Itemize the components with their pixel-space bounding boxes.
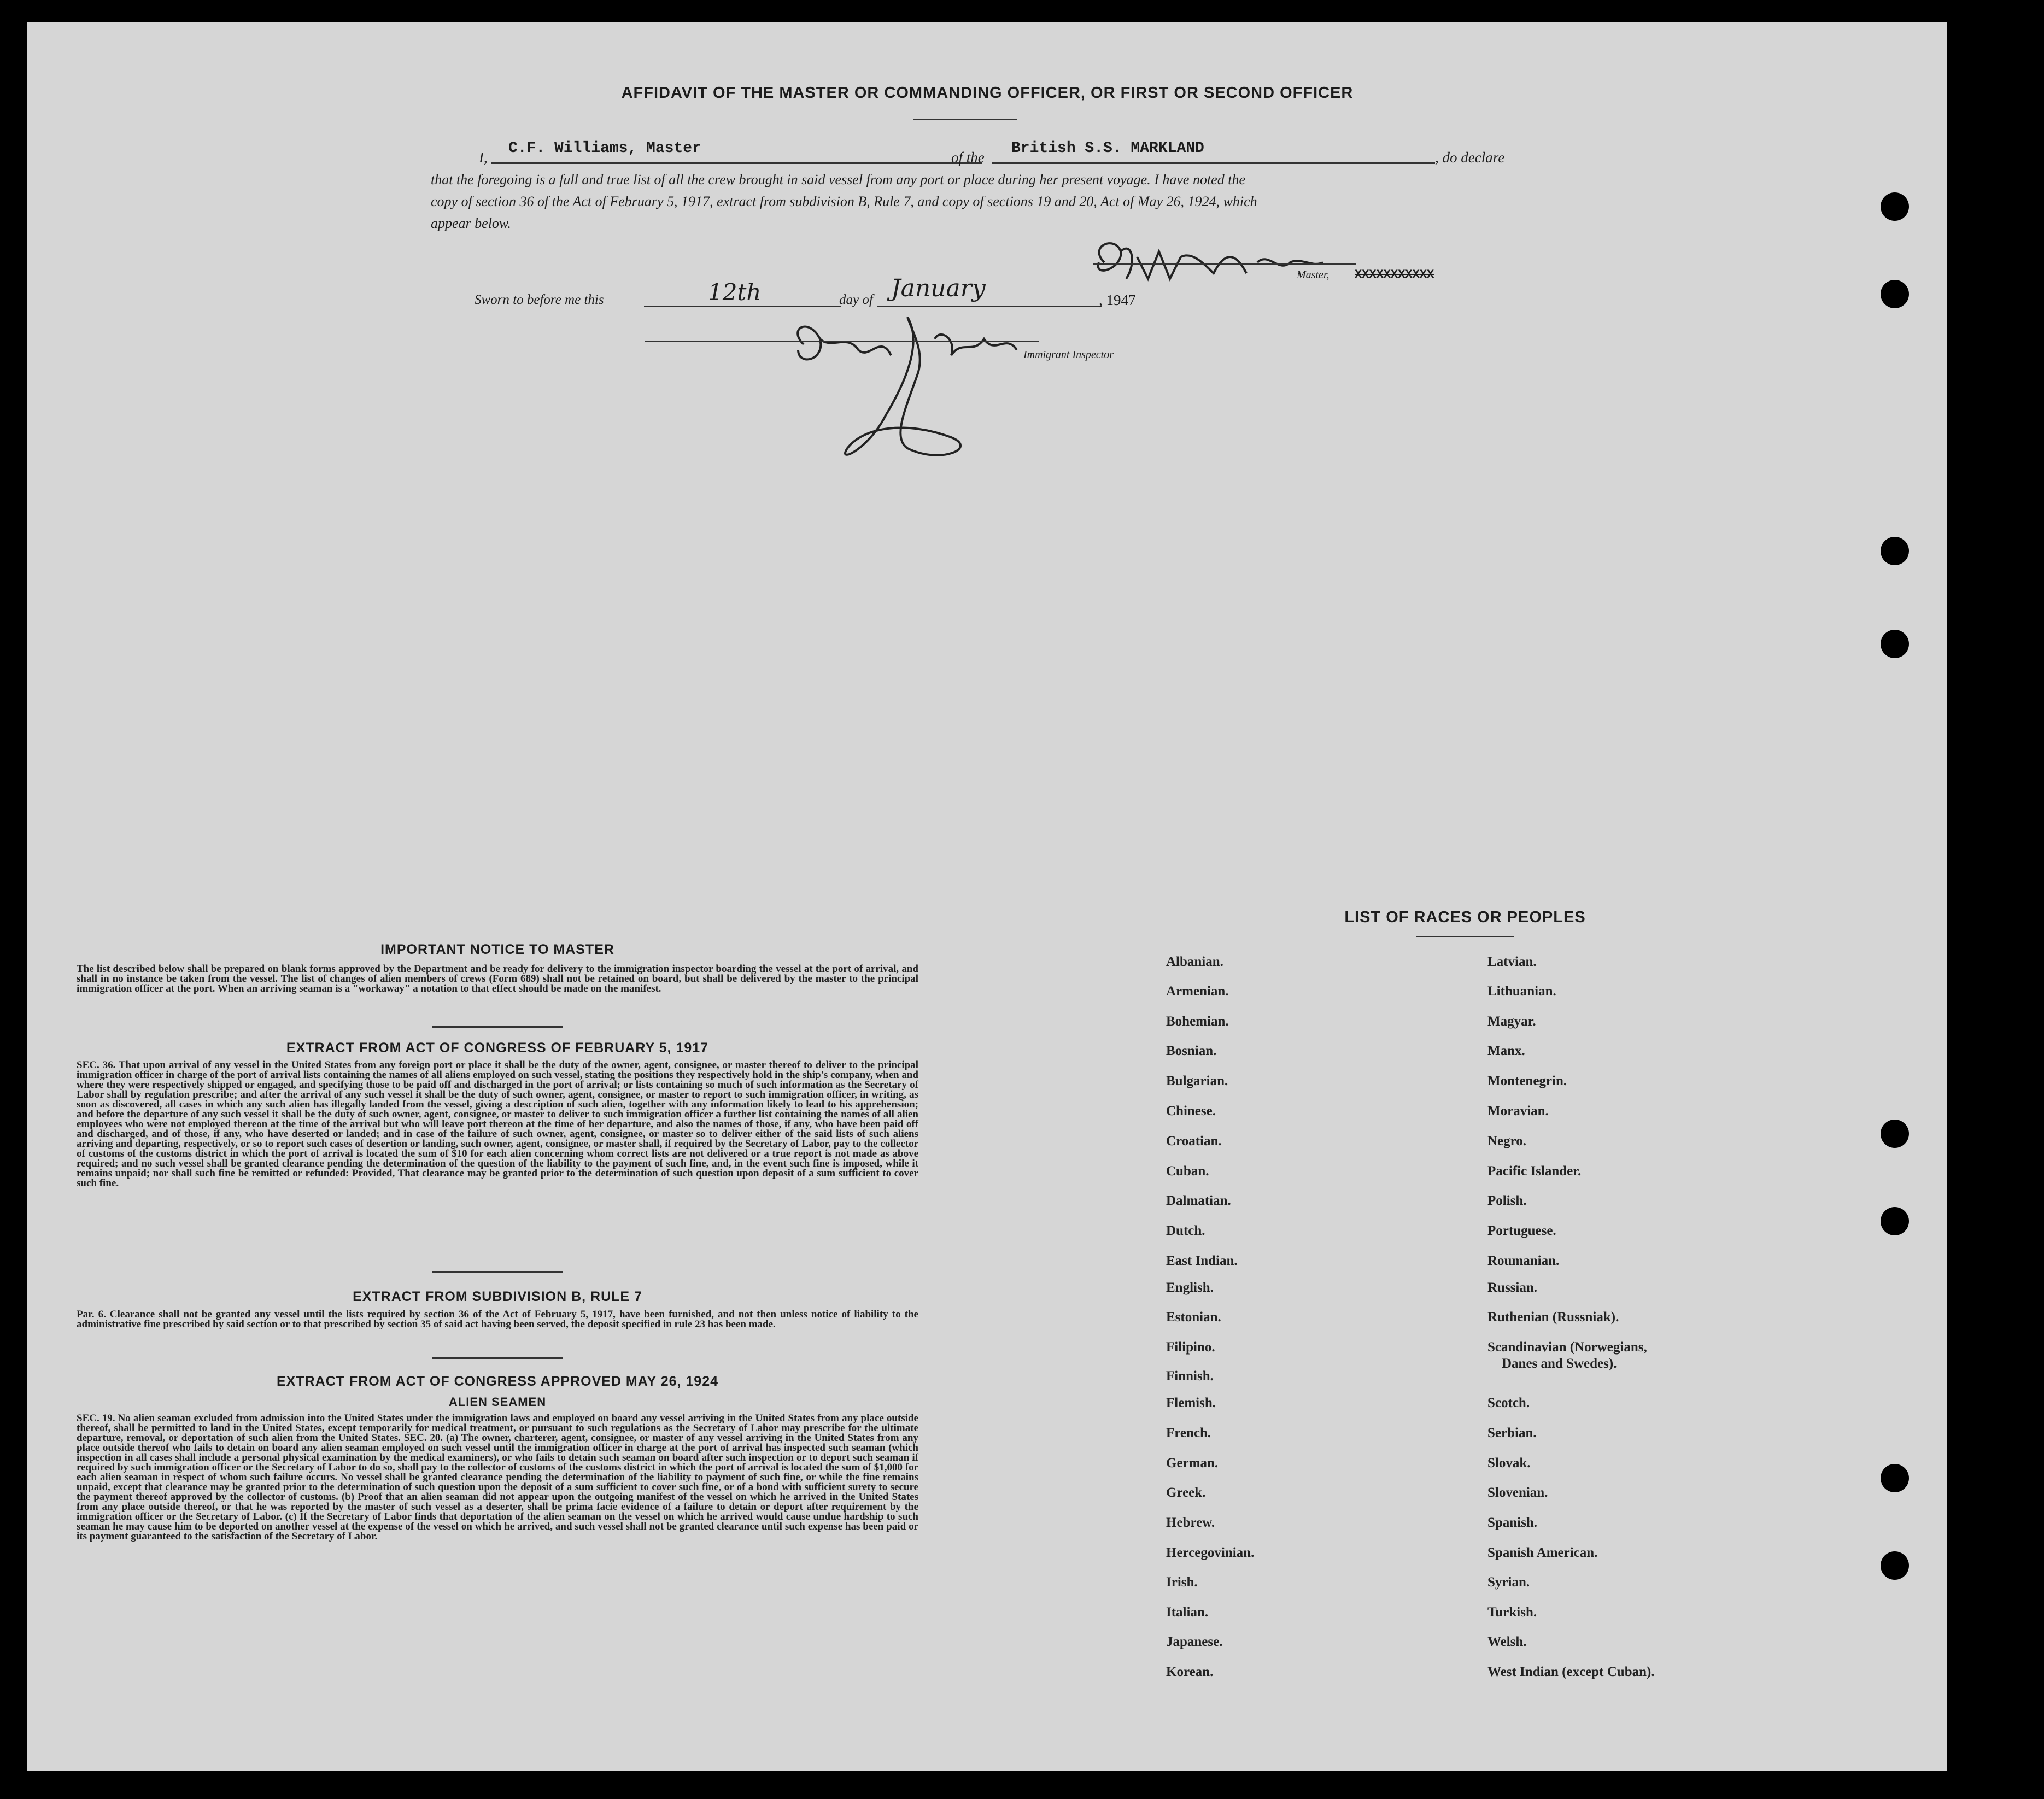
race-left-item: English. bbox=[1166, 1280, 1214, 1295]
inspector-caption: Immigrant Inspector bbox=[1023, 349, 1114, 361]
vessel-line bbox=[992, 162, 1435, 164]
sworn-label: Sworn to before me this bbox=[475, 292, 604, 307]
race-left-item: East Indian. bbox=[1166, 1253, 1238, 1268]
act-1924-heading: EXTRACT FROM ACT OF CONGRESS APPROVED MAY 26, 1924 bbox=[276, 1374, 719, 1389]
notice-heading: IMPORTANT NOTICE TO MASTER bbox=[380, 942, 614, 957]
act-1917-heading: EXTRACT FROM ACT OF CONGRESS OF FEBRUARY 5, 1917 bbox=[286, 1040, 709, 1056]
declaration-line-3: appear below. bbox=[431, 215, 511, 231]
binding-hole bbox=[1881, 1551, 1909, 1580]
race-right-item: Syrian. bbox=[1487, 1575, 1530, 1590]
race-right-item: Latvian. bbox=[1487, 954, 1537, 969]
race-right-item: West Indian (except Cuban). bbox=[1487, 1665, 1655, 1679]
race-right-item: Welsh. bbox=[1487, 1634, 1527, 1649]
race-left-item: German. bbox=[1166, 1456, 1219, 1470]
of-the-label: of the bbox=[951, 149, 985, 166]
day-of-label: day of bbox=[839, 292, 873, 307]
binding-hole bbox=[1881, 1120, 1909, 1148]
race-left-item: Dutch. bbox=[1166, 1223, 1205, 1238]
vessel-field: British S.S. MARKLAND bbox=[1011, 140, 1204, 157]
inspector-signature bbox=[776, 306, 1039, 481]
race-right-item: Pacific Islander. bbox=[1487, 1164, 1582, 1179]
race-left-item: Korean. bbox=[1166, 1665, 1214, 1679]
race-left-item: Hebrew. bbox=[1166, 1515, 1215, 1530]
race-left-item: Albanian. bbox=[1166, 954, 1223, 969]
race-left-item: Greek. bbox=[1166, 1485, 1206, 1500]
binding-hole bbox=[1881, 537, 1909, 565]
race-right-item: Slovak. bbox=[1487, 1456, 1531, 1470]
race-left-item: Dalmatian. bbox=[1166, 1193, 1231, 1208]
divider bbox=[1416, 936, 1514, 937]
race-right-item: Serbian. bbox=[1487, 1426, 1537, 1440]
rule-7-text: Par. 6. Clearance shall not be granted any vessel until the lists required by section 36 of the Act of February 5, 1917, have been furnished, and not then unless notice of liability to the administrative fine prescribed by said section or to that prescribed by section 35 of said act having been served, the deposit specified in rule 23 has been made. bbox=[77, 1309, 918, 1330]
race-left-item: Filipino. bbox=[1166, 1340, 1215, 1355]
race-right-item: Montenegrin. bbox=[1487, 1074, 1567, 1088]
race-right-item: Manx. bbox=[1487, 1044, 1525, 1058]
do-declare-label: , do declare bbox=[1435, 149, 1505, 166]
race-left-item: Bohemian. bbox=[1166, 1014, 1229, 1029]
race-right-item: Turkish. bbox=[1487, 1605, 1537, 1620]
master-name-field: C.F. Williams, Master bbox=[508, 140, 701, 157]
race-left-item: Irish. bbox=[1166, 1575, 1198, 1590]
race-left-item: Bosnian. bbox=[1166, 1044, 1217, 1058]
race-left-item: Flemish. bbox=[1166, 1396, 1216, 1410]
race-right-item: Portuguese. bbox=[1487, 1223, 1556, 1238]
declaration-line-1: that the foregoing is a full and true list of all the crew brought in said vessel from any port or place during her present voyage. I have noted the bbox=[431, 172, 1245, 187]
race-right-item: Negro. bbox=[1487, 1134, 1527, 1148]
race-right-item: Spanish American. bbox=[1487, 1545, 1598, 1560]
month-field: January bbox=[891, 274, 986, 302]
race-left-item: Bulgarian. bbox=[1166, 1074, 1228, 1088]
master-name-line bbox=[491, 162, 982, 164]
race-right-item: Danes and Swedes). bbox=[1502, 1356, 1617, 1371]
race-left-item: Finnish. bbox=[1166, 1369, 1214, 1384]
race-left-item: Hercegovinian. bbox=[1166, 1545, 1255, 1560]
race-left-item: Cuban. bbox=[1166, 1164, 1209, 1179]
divider bbox=[432, 1026, 563, 1028]
i-label: I, bbox=[479, 149, 488, 166]
race-left-item: Croatian. bbox=[1166, 1134, 1222, 1148]
race-right-item: Slovenian. bbox=[1487, 1485, 1548, 1500]
race-left-item: Italian. bbox=[1166, 1605, 1209, 1620]
race-right-item: Scotch. bbox=[1487, 1396, 1530, 1410]
master-signature bbox=[1082, 230, 1328, 295]
race-right-item: Spanish. bbox=[1487, 1515, 1538, 1530]
race-right-item: Ruthenian (Russniak). bbox=[1487, 1310, 1619, 1325]
race-right-item: Moravian. bbox=[1487, 1104, 1549, 1118]
race-right-item: Magyar. bbox=[1487, 1014, 1536, 1029]
master-caption-struck: XXXXXXXXXXX bbox=[1355, 268, 1434, 282]
alien-seamen-subheading: ALIEN SEAMEN bbox=[448, 1395, 547, 1409]
affidavit-heading: AFFIDAVIT OF THE MASTER OR COMMANDING OFFICER, OR FIRST OR SECOND OFFICER bbox=[621, 84, 1354, 102]
year-field: , 1947 bbox=[1099, 292, 1136, 308]
binding-hole bbox=[1881, 192, 1909, 221]
divider bbox=[913, 119, 1017, 120]
race-left-item: Japanese. bbox=[1166, 1634, 1223, 1649]
binding-hole bbox=[1881, 1464, 1909, 1492]
act-1917-text: SEC. 36. That upon arrival of any vessel in the United States from any foreign port or place it shall be the duty of the owner, agent, consignee, or master thereof to deliver to the principal immigration officer in charge of the port of arrival lists containing the names of all aliens employed on such vessel, stating the positions they respectively hold in the ship's company, when and where they were respectively shipped or engaged, and specifying those to be paid off and discharged in the port of arrival; or lists containing so much of such information as the Secretary of Labor shall by regulation prescribe; and after the arrival of any such vessel it shall be the duty of such owner, agent, consignee, or master to report to such immigration officer, in writing, as soon as discovered, all cases in which any such alien has illegally landed from the vessel, giving a description of such alien, together with any information likely to lead to his apprehension; and before the departure of any such vessel it shall be the duty of such owner, agent, consignee, or master to deliver to such immigration officer a further list containing the names of all alien employees who were not employed thereon at the time of the arrival but who will leave port thereon at the time of her departure, and also the names of those, if any, who have been paid off and discharged, and of those, if any, who have deserted or landed; and in case of the failure of such owner, agent, consignee, or master so to deliver either of the said lists of such aliens arriving and departing, respectively, or so to report such cases of desertion or landing, such owner, agent, consignee, or master shall, if required by the Secretary of Labor, pay to the collector of customs of the customs district in which the port of arrival is located the sum of $10 for each alien concerning whom correct lists are not delivered or a true report is not made as above required; and no such vessel shall be granted clearance pending the determination of the question of the liability to the payment of such fine, and, in the event such fine is imposed, while it remains unpaid; nor shall such fine be remitted or refunded: Provided, That clearance may be granted prior to the determination of such question upon deposit of a sum sufficient to cover such fine. bbox=[77, 1059, 918, 1189]
notice-text: The list described below shall be prepared on blank forms approved by the Department and be ready for delivery to the immigration inspector boarding the vessel at the port of arrival, and shall in no instance be taken from the vessel. The list of changes of alien members of crews (Form 689) shall not be retained on board, but shall be delivered by the master to the principal immigration officer at the port. When an arriving seaman is a "workaway" a notation to that effect should be made on the manifest. bbox=[77, 963, 918, 994]
master-caption: Master, bbox=[1297, 269, 1330, 281]
races-heading: LIST OF RACES OR PEOPLES bbox=[1344, 909, 1586, 926]
race-right-item: Roumanian. bbox=[1487, 1253, 1560, 1268]
binding-hole bbox=[1881, 1207, 1909, 1235]
master-signature-line bbox=[1093, 263, 1356, 265]
race-left-item: Armenian. bbox=[1166, 984, 1229, 999]
declaration-line-2: copy of section 36 of the Act of February 5, 1917, extract from subdivision B, Rule 7, and copy of sections 19 and 20, Act of May 26, 1924, which bbox=[431, 194, 1257, 209]
race-right-item: Russian. bbox=[1487, 1280, 1538, 1295]
inspector-signature-line bbox=[645, 341, 1039, 342]
race-right-item: Scandinavian (Norwegians, bbox=[1487, 1340, 1647, 1355]
race-right-item: Lithuanian. bbox=[1487, 984, 1556, 999]
binding-hole bbox=[1881, 630, 1909, 658]
divider bbox=[432, 1271, 563, 1273]
race-left-item: Estonian. bbox=[1166, 1310, 1221, 1325]
rule-7-heading: EXTRACT FROM SUBDIVISION B, RULE 7 bbox=[353, 1289, 642, 1304]
race-left-item: French. bbox=[1166, 1426, 1211, 1440]
document-page bbox=[27, 22, 1947, 1771]
act-1924-text: SEC. 19. No alien seaman excluded from admission into the United States under the immigration laws and employed on board any vessel arriving in the United States from any place outside thereof, shall be permitted to land in the United States, except temporarily for medical treatment, or pursuant to such regulations as the Secretary of Labor may prescribe for the ultimate departure, removal, or deportation of such alien from the United States. SEC. 20. (a) The owner, charterer, agent, consignee, or master of any vessel arriving in the United States from any place outside thereof who fails to detain on board any alien seaman employed on such vessel until the immigration officer in charge at the port of arrival has inspected such seaman (which inspection in all cases shall include a personal physical examination by the medical examiners), or who fails to detain such seaman on board after such inspection or to deport such seaman if required by such immigration officer or the Secretary of Labor to do so, shall pay to the collector of customs of the customs district in which the port of arrival is located the sum of $1,000 for each alien seaman in respect of whom such failure occurs. No vessel shall be granted clearance pending the determination of the liability to payment of such fine, or while the fine remains unpaid, except that clearance may be granted prior to the determination of such question upon the deposit of a sum sufficient to cover such fine, or of a bond with sufficient surety to secure the payment thereof approved by the collector of customs. (b) Proof that an alien seaman did not appear upon the outgoing manifest of the vessel on which he arrived in the United States from any place outside thereof, or that he was reported by the master of such vessel as a deserter, shall be prima facie evidence of a failure to detain or deport after requirement by the immigration officer or the Secretary of Labor. (c) If the Secretary of Labor finds that deportation of the alien seaman on the vessel on which he arrived would cause undue hardship to such seaman he may cause him to be deported on another vessel at the expense of the vessel on which he arrived, and such vessel shall not be granted clearance until such expense has been paid or its payment guaranteed to the satisfaction of the Secretary of Labor. bbox=[77, 1413, 918, 1542]
binding-hole bbox=[1881, 280, 1909, 308]
race-left-item: Chinese. bbox=[1166, 1104, 1216, 1118]
race-right-item: Polish. bbox=[1487, 1193, 1527, 1208]
day-field: 12th bbox=[708, 279, 762, 306]
divider bbox=[432, 1357, 563, 1359]
